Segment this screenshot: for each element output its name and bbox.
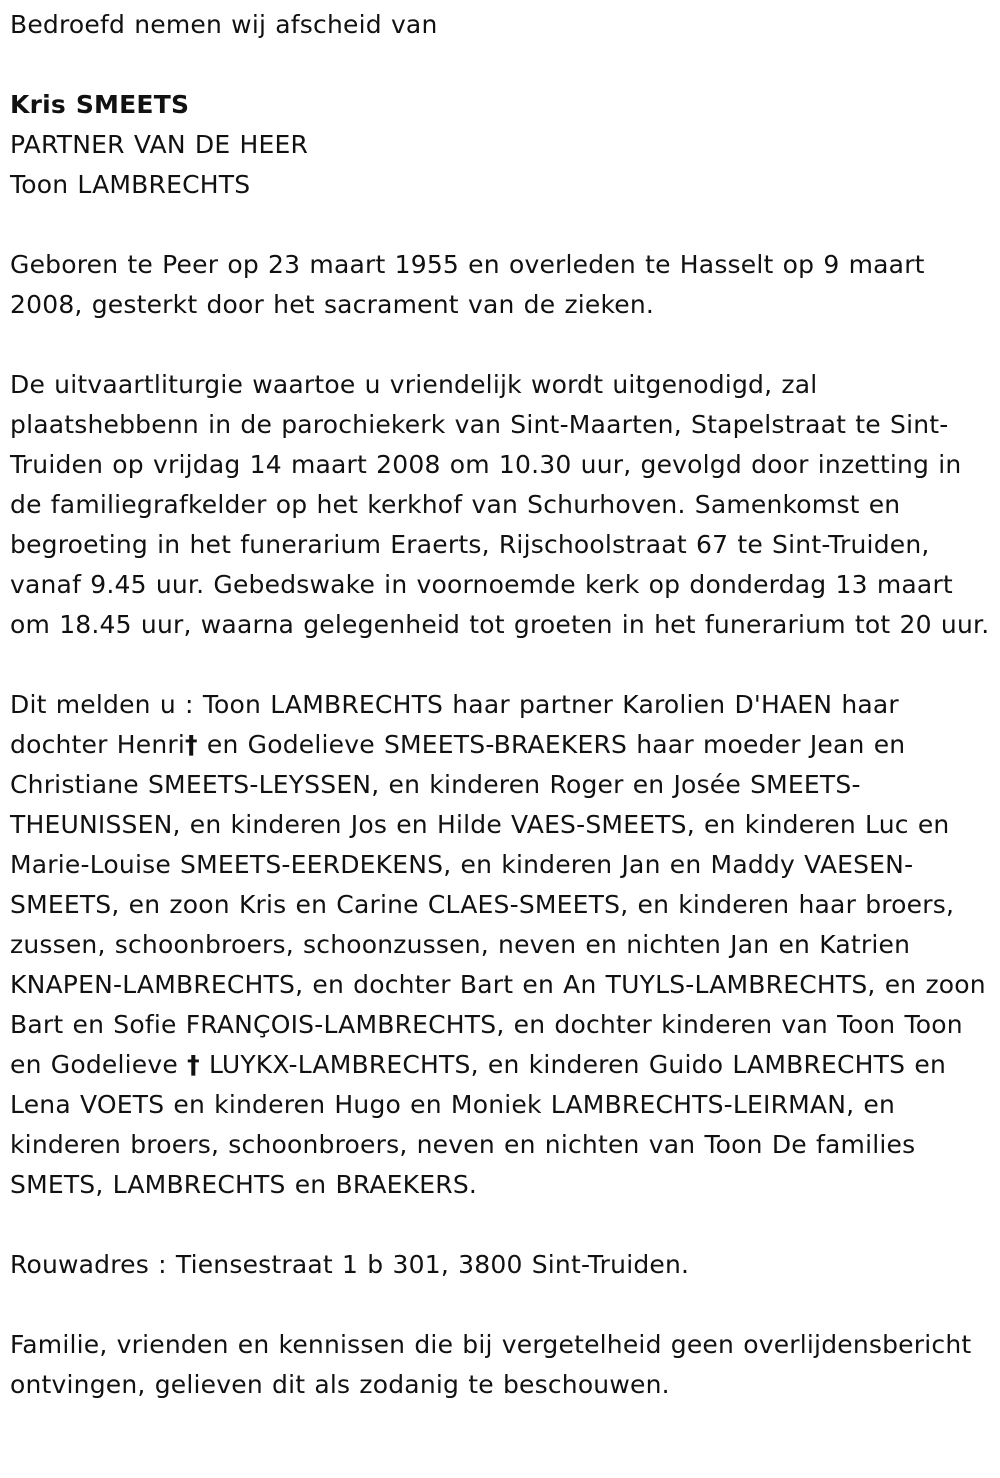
birth-death-paragraph: Geboren te Peer op 23 maart 1955 en overleden te Hasselt op 9 maart 2008, gesterkt door het sacrament van de zieken. [10,250,925,319]
closing-paragraph: Familie, vrienden en kennissen die bij vergetelheid geen overlijdensbericht ontvingen, gelieven dit als zodanig te beschouwen. [10,1330,972,1399]
funeral-paragraph: De uitvaartliturgie waartoe u vriendelijk wordt uitgenodigd, zal plaatshebbenn in de parochiekerk van Sint-Maarten, Stapelstraat te Sint-Truiden op vrijdag 14 maart 2008 om 10.30 uur, gevolgd door inzetting in de familiegrafkelder op het kerkhof van Schurhoven. Samenkomst en begroeting in het funerarium Eraerts, Rijschoolstraat 67 te Sint-Truiden, vanaf 9.45 uur. Gebedswake in voornoemde kerk op donderdag 13 maart om 18.45 uur, waarna gelegenheid tot groeten in het funerarium tot 20 uur. [10,370,990,639]
spacer [10,1205,990,1245]
spacer [10,205,990,245]
family-text-part-1: Dit melden u : Toon LAMBRECHTS haar partner Karolien D'HAEN haar dochter Henri [10,690,899,759]
family-text-part-3: LUYKX-LAMBRECHTS, en kinderen Guido LAMBRECHTS en Lena VOETS en kinderen Hugo en Moniek LAMBRECHTS-LEIRMAN, en kinderen broers, schoonbroers, neven en nichten van Toon De families SMETS, LAMBRECHTS en BRAEKERS. [10,1050,946,1199]
address-line: Rouwadres : Tiensestraat 1 b 301, 3800 Sint-Truiden. [10,1250,690,1279]
family-paragraph [10,685,990,1205]
spacer [10,645,990,685]
spacer [10,1285,990,1325]
spacer [10,45,990,85]
spacer [10,325,990,365]
family-text-part-2: en Godelieve SMEETS-BRAEKERS haar moeder Jean en Christiane SMEETS-LEYSSEN, en kinderen Roger en Josée SMEETS-THEUNISSEN, en kinderen Jos en Hilde VAES-SMEETS, en kinderen Luc en Marie-Louise SMEETS-EERDEKENS, en kinderen Jan en Maddy VAESEN-SMEETS, en zoon Kris en Carine CLAES-SMEETS, en kinderen haar broers, zussen, schoonbroers, schoonzussen, neven en nichten Jan en Katrien KNAPEN-LAMBRECHTS, en dochter Bart en An TUYLS-LAMBRECHTS, en zoon Bart en Sofie FRANÇOIS-LAMBRECHTS, en dochter kinderen van Toon Toon en Godelieve [10,730,986,1079]
dagger-icon: † [185,730,198,759]
relation-line: PARTNER VAN DE HEER [10,130,309,159]
dagger-icon: † [187,1050,200,1079]
deceased-name: Kris SMEETS [10,90,190,119]
partner-name: Toon LAMBRECHTS [10,170,251,199]
intro-line: Bedroefd nemen wij afscheid van [10,10,438,39]
